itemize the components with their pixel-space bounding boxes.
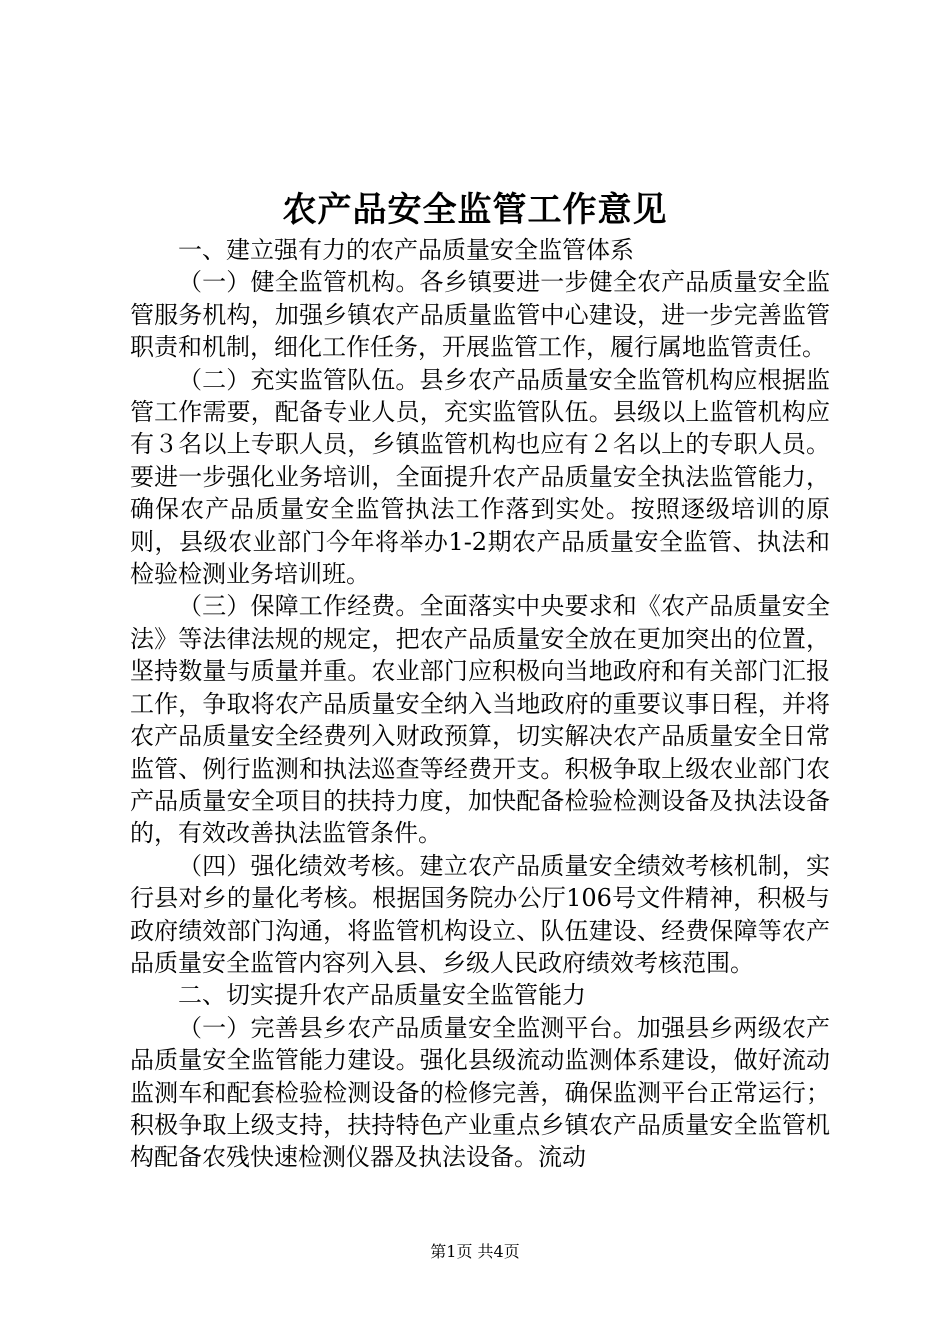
paragraph-1-4: （四）强化绩效考核。建立农产品质量安全绩效考核机制，实行县对乡的量化考核。根据国务院办公厅106号文件精神，积极与政府绩效部门沟通，将监管机构设立、队伍建设、经费保障等农产品质量安全监管内容列入县、乡级人民政府绩效考核范围。 [130, 851, 830, 977]
document-title: 农产品安全监管工作意见 [282, 190, 668, 230]
page-number-footer: 第1页 共4页 [430, 1242, 520, 1261]
paragraph-1-1: （一）健全监管机构。各乡镇要进一步健全农产品质量安全监管服务机构，加强乡镇农产品质量监管中心建设，进一步完善监管职责和机制，细化工作任务，开展监管工作，履行属地监管责任。 [130, 268, 830, 362]
paragraph-1-3: （三）保障工作经费。全面落实中央要求和《农产品质量安全法》等法律法规的规定，把农产品质量安全放在更加突出的位置，坚持数量与质量并重。农业部门应积极向当地政府和有关部门汇报工作，争取将农产品质量安全纳入当地政府的重要议事日程，并将农产品质量安全经费列入财政预算，切实解决农产品质量安全日常监管、例行监测和执法巡查等经费开支。积极争取上级农业部门农产品质量安全项目的扶持力度，加快配备检验检测设备及执法设备的，有效改善执法监管条件。 [130, 592, 830, 848]
paragraph-2-1: （一）完善县乡农产品质量安全监测平台。加强县乡两级农产品质量安全监管能力建设。强化县级流动监测体系建设，做好流动监测车和配套检验检测设备的检修完善，确保监测平台正常运行；积极争取上级支持，扶持特色产业重点乡镇农产品质量安全监管机构配备农残快速检测仪器及执法设备。流动 [130, 1013, 830, 1172]
document-body [130, 234, 830, 1174]
section-heading-2: 二、切实提升农产品质量安全监管能力 [178, 981, 586, 1010]
section-heading-1: 一、建立强有力的农产品质量安全监管体系 [178, 236, 634, 264]
paragraph-1-2: （二）充实监管队伍。县乡农产品质量安全监管机构应根据监管工作需要，配备专业人员，充实监管队伍。县级以上监管机构应有３名以上专职人员，乡镇监管机构也应有２名以上的专职人员。要进一步强化业务培训，全面提升农产品质量安全执法监管能力，确保农产品质量安全监管执法工作落到实处。按照逐级培训的原则，县级农业部门今年将举办1-2期农产品质量安全监管、执法和检验检测业务培训班。 [130, 365, 830, 589]
